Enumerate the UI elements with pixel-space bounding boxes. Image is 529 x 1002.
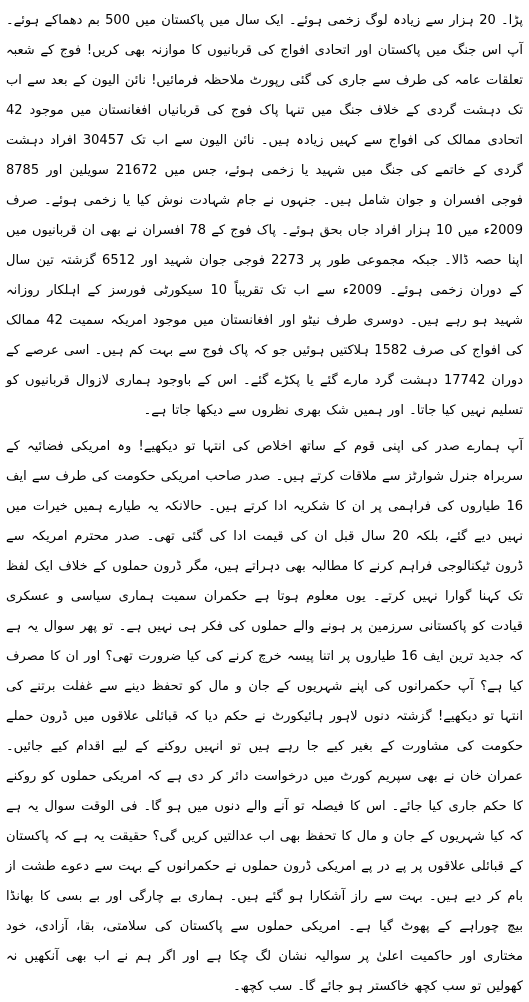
article-paragraph-2: آپ ہمارے صدر کی اپنی قوم کے ساتھ اخلاص کی انتہا تو دیکھیے! وہ امریکی فضائیہ کے سربراہ جنرل شوارٹز سے ملاقات کرتے ہیں۔ صدر صاحب امریکی حکومت کی طرف سے ایف 16 طیاروں کی فراہمی پر ان کا شکریہ ادا کرتے ہیں۔ حالانکہ یہ طیارے ہمیں خیرات میں نہیں دیے گئے، بلکہ 20 سال قبل ان کی قیمت ادا کی گئی تھی۔ صدر محترم امریکہ سے ڈرون ٹیکنالوجی فراہم کرنے کا مطالبہ بھی دہراتے ہیں، مگر ڈرون حملوں کے خلاف ایک لفظ تک کہنا گوارا نہیں کرتے۔ یوں معلوم ہوتا ہے حکمران سمیت ہماری سیاسی و عسکری قیادت کو پاکستانی سرزمین پر ہونے والے حملوں کی فکر ہی نہیں ہے۔ تو پھر سوال یہ ہے کہ جدید ترین ایف 16 طیاروں پر اتنا پیسہ خرچ کرنے کی کیا ضرورت تھی؟ اور ان کا مصرف کیا ہے؟ آپ حکمرانوں کی اپنے شہریوں کے جان و مال کو تحفظ دینے سے غفلت برتنے کی انتہا تو دیکھیے! گزشتہ دنوں لاہور ہائیکورٹ نے حکم دیا کہ قبائلی علاقوں میں ڈرون حملے حکومت کی مشاورت کے بغیر کیے جا رہے ہیں تو انہیں روکنے کے لیے اقدام کیے جائیں۔ عمران خان نے بھی سپریم کورٹ میں درخواست دائر کر دی ہے کہ امریکی حملوں کو روکنے کا حکم جاری کیا جائے۔ اس کا فیصلہ تو آنے والے دنوں میں ہو گا۔ فی الوقت سوال یہ ہے کہ کیا شہریوں کے جان و مال کا تحفظ بھی اب عدالتیں کریں گی؟ حقیقت یہ ہے کہ پاکستان کے قبائلی علاقوں پر پے در پے امریکی ڈرون حملوں نے حکمرانوں کے بہت سے دعوے طشت از بام کر دیے ہیں۔ بہت سے راز آشکارا ہو گئے ہیں۔ ہماری بے چارگی اور بے بسی کا بھانڈا بیچ چوراہے کے پھوٹ گیا ہے۔ امریکی حملوں سے پاکستان کی سلامتی، بقا، آزادی، خود مختاری اور حاکمیت اعلیٰ پر سوالیہ نشان لگ چکا ہے اور اگر ہم نے اب بھی آنکھیں نہ کھولیں تو سب کچھ خاکستر ہو جائے گا۔ سب کچھ۔ xyxy=(6,439,523,994)
article-paragraph-1: پڑا۔ 20 ہزار سے زیادہ لوگ زخمی ہوئے۔ ایک سال میں پاکستان میں 500 بم دھماکے ہوئے۔ آپ اس جنگ میں پاکستان اور اتحادی افواج کی قربانیوں کا موازنہ بھی کریں! فوج کے شعبہ تعلقات عامہ کی طرف سے جاری کی گئی رپورٹ ملاحظہ فرمائیں! نائن الیون کے بعد سے اب تک دہشت گردی کے خلاف جنگ میں تنہا پاک فوج کی قربانیاں افغانستان میں موجود 42 اتحادی ممالک کی افواج سے کہیں زیادہ ہیں۔ نائن الیون سے اب تک 30457 افراد دہشت گردی کے خاتمے کی جنگ میں شہید یا زخمی ہوئے، جس میں 21672 سویلین اور 8785 فوجی افسران و جوان شامل ہیں۔ جنہوں نے جام شہادت نوش کیا یا زخمی ہوئے۔ صرف 2009ء میں 10 ہزار افراد جاں بحق ہوئے۔ پاک فوج کے 78 افسران نے بھی ان قربانیوں میں اپنا حصہ ڈالا۔ جبکہ مجموعی طور پر 2273 فوجی جوان شہید اور 6512 گزشتہ تین سال کے دوران زخمی ہوئے۔ 2009ء سے اب تک تقریباً 10 سیکورٹی فورسز کے اہلکار روزانہ شہید ہو رہے ہیں۔ دوسری طرف نیٹو اور افغانستان میں موجود امریکہ سمیت 42 ممالک کی افواج کی صرف 1582 ہلاکتیں ہوئیں جو کہ پاک فوج سے بہت کم ہیں۔ اسی عرصے کے دوران 17742 دہشت گرد مارے گئے یا پکڑے گئے۔ اس کے باوجود ہماری لازوال قربانیوں کو تسلیم نہیں کیا جاتا۔ اور ہمیں شک بھری نظروں سے دیکھا جاتا ہے۔ xyxy=(6,13,524,418)
